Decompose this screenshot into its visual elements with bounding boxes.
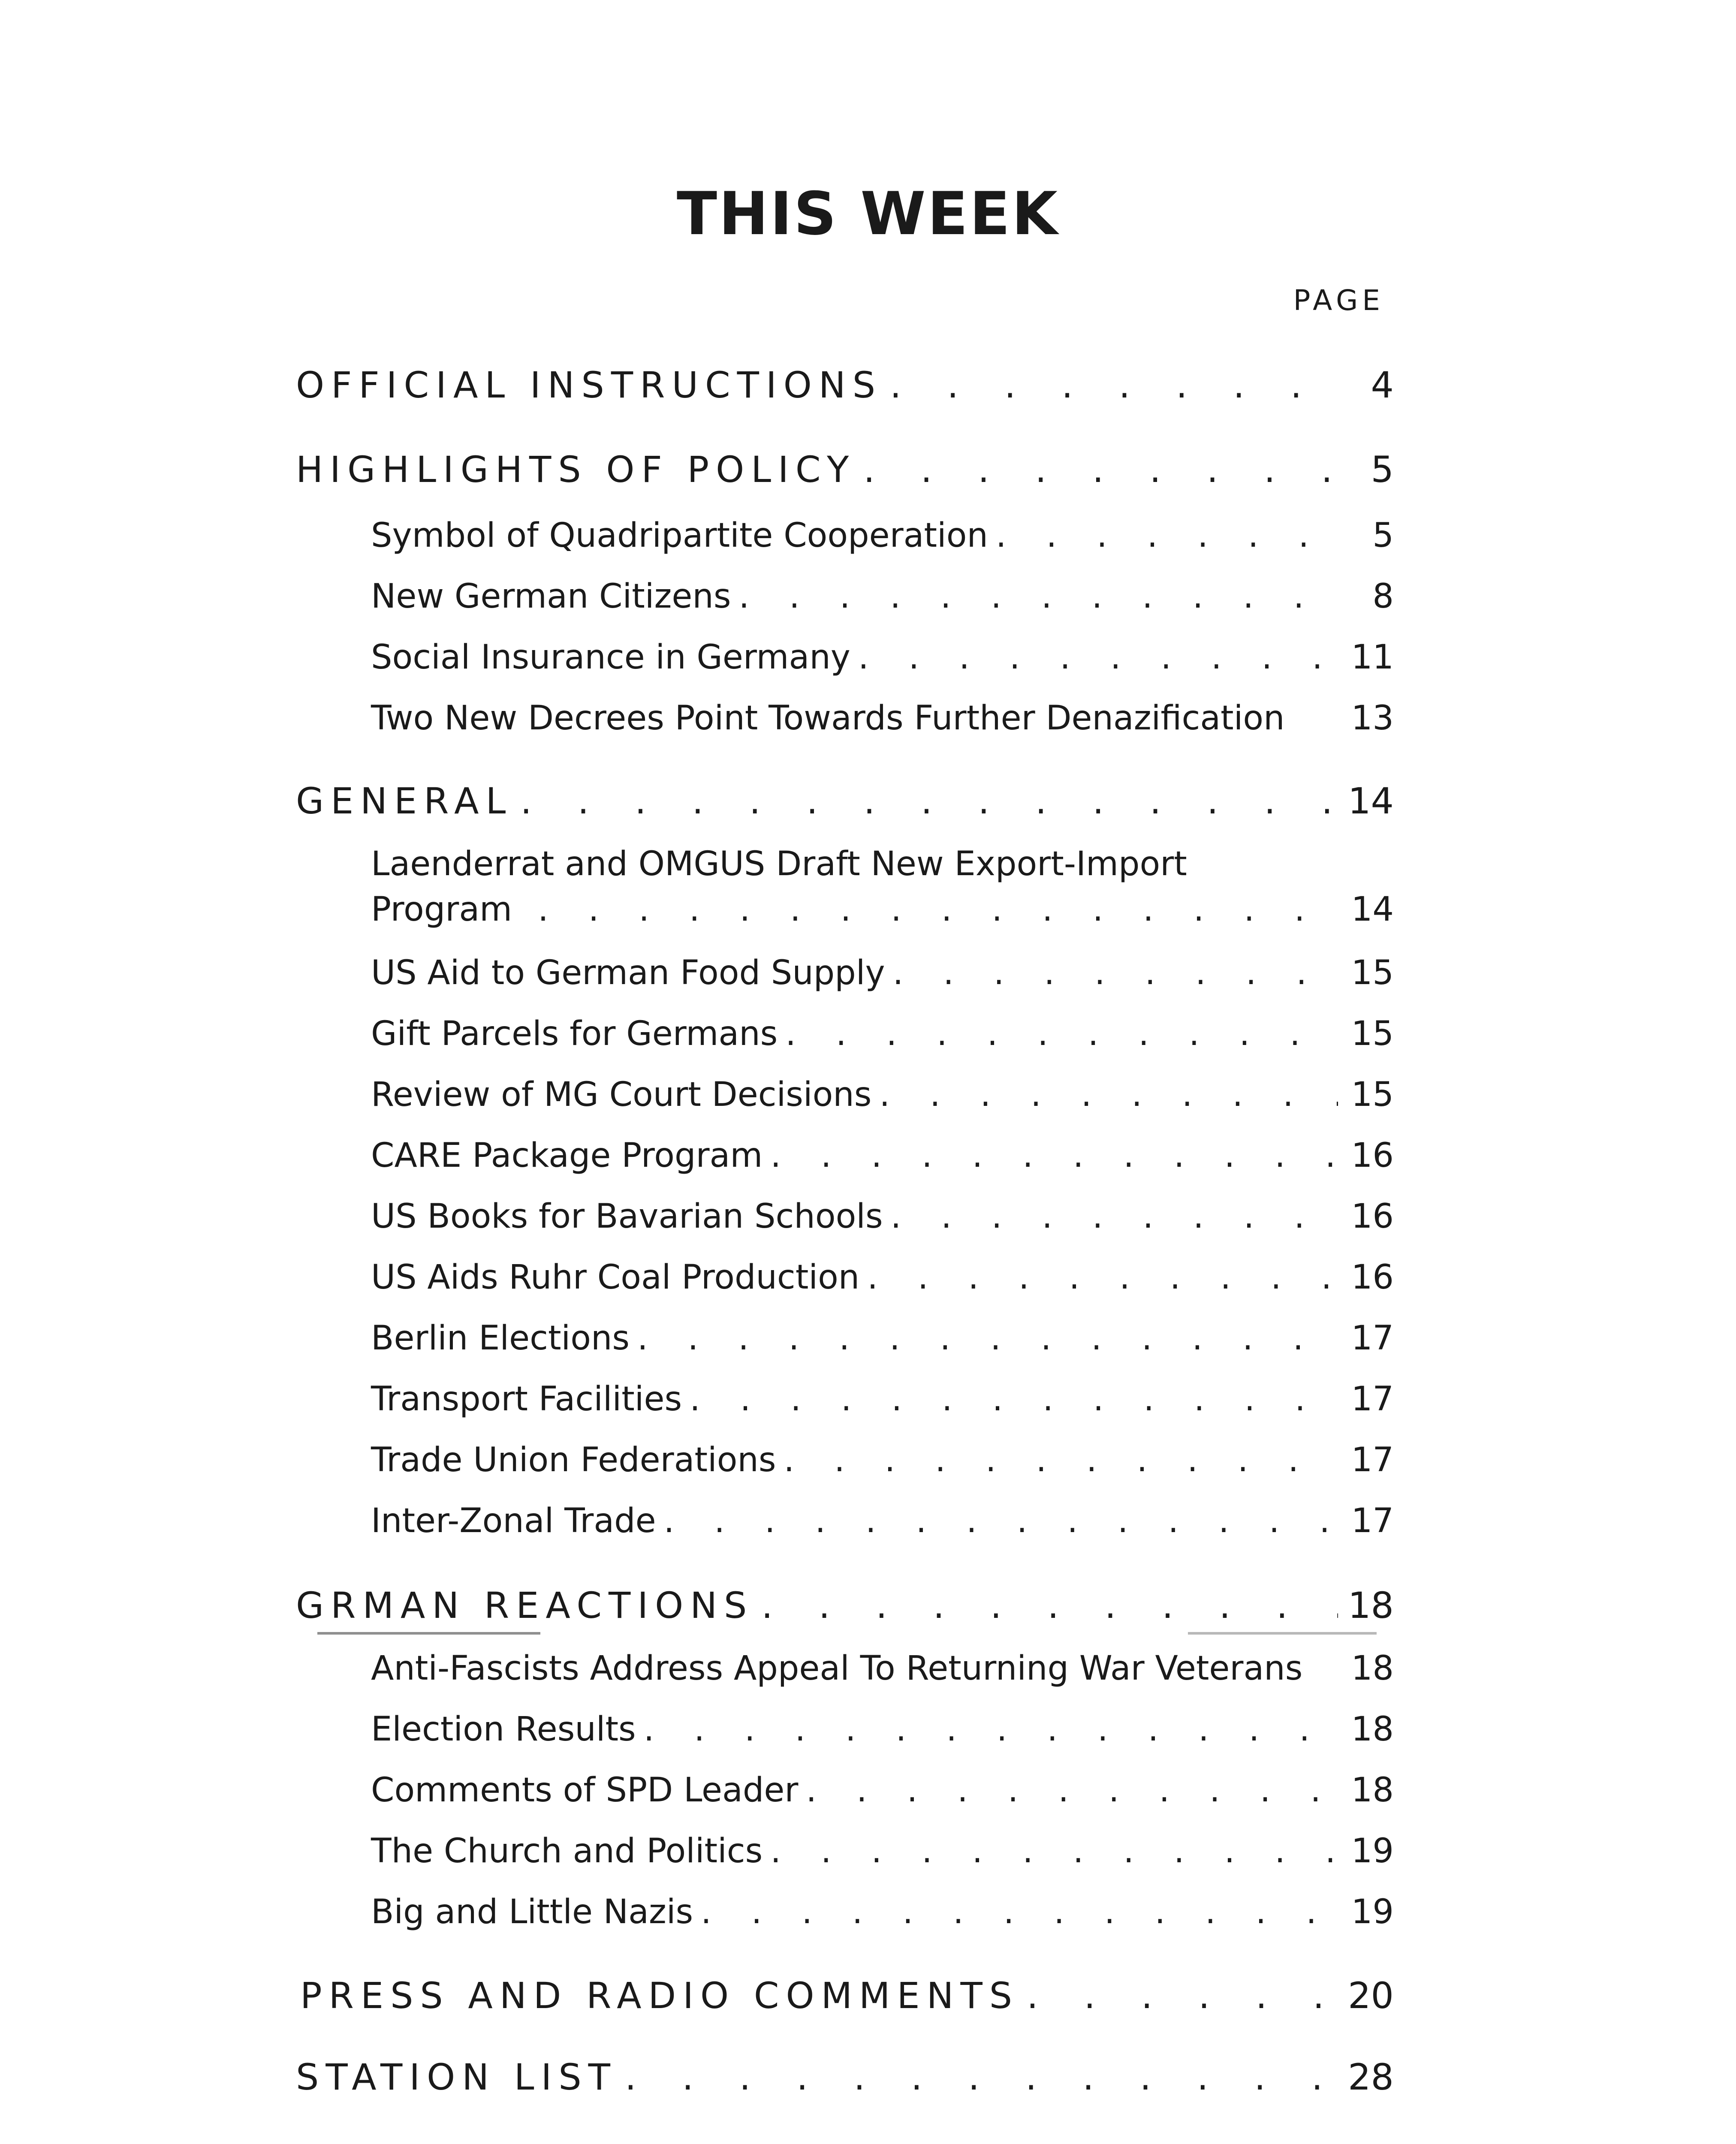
dot-leader <box>693 1895 1338 1929</box>
toc-page-number: 20 <box>1348 1975 1394 2017</box>
toc-page-number: 18 <box>1351 1649 1394 1688</box>
toc-entry[interactable] <box>371 1504 1394 1538</box>
toc-entry[interactable] <box>371 1197 1394 1236</box>
toc-entry[interactable] <box>371 956 1394 990</box>
dot-leader <box>731 580 1338 613</box>
dot-leader <box>636 1713 1338 1746</box>
toc-page-number: 17 <box>1351 1319 1394 1358</box>
toc-section-official-instructions[interactable] <box>296 364 1394 406</box>
toc-page-number: 16 <box>1351 1197 1394 1236</box>
dot-leader <box>859 1261 1338 1294</box>
toc-page-number: 18 <box>1351 1771 1394 1810</box>
dot-leader <box>798 1774 1338 1807</box>
toc-entry-title: Laenderrat and OMGUS Draft New Export-Import <box>371 845 1187 883</box>
dot-leader <box>850 641 1338 674</box>
dot-leader <box>617 2059 1338 2095</box>
toc-entry[interactable] <box>371 1649 1394 1688</box>
toc-section-title: OFFICIAL INSTRUCTIONS <box>296 364 883 406</box>
toc-page-number: 4 <box>1371 364 1394 406</box>
toc-entry-title: US Aids Ruhr Coal Production <box>371 1258 860 1297</box>
toc-entry-title-continued: Program <box>371 890 512 929</box>
toc-page-number: 5 <box>1371 449 1394 491</box>
toc-entry-title: Review of MG Court Decisions <box>371 1075 872 1114</box>
toc-entry-title: Comments of SPD Leader <box>371 1771 799 1810</box>
toc-page-number: 16 <box>1351 1136 1394 1175</box>
toc-page-number: 13 <box>1351 699 1394 738</box>
toc-section-title: GRMAN REACTIONS <box>296 1584 754 1626</box>
toc-entry-title: Election Results <box>371 1710 636 1749</box>
toc-page-number: 8 <box>1372 577 1394 616</box>
toc-section-title: STATION LIST <box>296 2056 617 2098</box>
toc-page-number: 14 <box>1348 780 1394 822</box>
toc-page-number: 15 <box>1351 954 1394 992</box>
toc-entry[interactable] <box>371 1382 1394 1416</box>
toc-section-general[interactable] <box>296 780 1394 822</box>
toc-entry[interactable] <box>371 1895 1394 1929</box>
page-title: THIS WEEK <box>676 179 1060 248</box>
toc-entry[interactable] <box>371 1710 1394 1749</box>
toc-entry-title: Anti-Fascists Address Appeal To Returning War Veterans <box>371 1649 1303 1688</box>
toc-entry-title: Transport Facilities <box>371 1380 682 1418</box>
dot-leader <box>512 893 1338 926</box>
toc-section-station-list[interactable] <box>296 2056 1394 2098</box>
dot-leader <box>512 783 1338 819</box>
toc-entry[interactable] <box>371 1258 1394 1297</box>
toc-entry-title: Symbol of Quadripartite Cooperation <box>371 516 988 555</box>
toc-entry[interactable] <box>371 845 1394 929</box>
dot-leader <box>856 452 1338 488</box>
dot-leader <box>871 1078 1338 1111</box>
toc-page-number: 18 <box>1351 1710 1394 1749</box>
toc-page-number: 28 <box>1348 2056 1394 2098</box>
dot-leader <box>656 1504 1338 1538</box>
table-of-contents <box>296 0 1394 2144</box>
dot-leader <box>988 519 1338 552</box>
toc-entry-title: Gift Parcels for Germans <box>371 1015 778 1053</box>
toc-page-number: 11 <box>1351 638 1394 677</box>
toc-page-number: 5 <box>1372 516 1394 555</box>
dot-leader <box>776 1443 1338 1477</box>
page-column-header: PAGE <box>1293 284 1384 317</box>
toc-entry[interactable] <box>371 1834 1394 1868</box>
toc-entry[interactable] <box>371 1017 1394 1051</box>
toc-entry-title: Big and Little Nazis <box>371 1893 693 1931</box>
toc-entry-title: US Aid to German Food Supply <box>371 954 885 992</box>
dot-leader <box>763 1139 1338 1172</box>
toc-page-number: 17 <box>1351 1441 1394 1479</box>
underline-mark <box>317 1632 540 1635</box>
toc-entry[interactable] <box>371 638 1394 677</box>
dot-leader <box>1019 1978 1338 2014</box>
toc-section-german-reactions[interactable] <box>296 1584 1394 1626</box>
toc-entry-title: Two New Decrees Point Towards Further Denazification <box>371 699 1285 738</box>
toc-section-title: PRESS AND RADIO COMMENTS <box>300 1975 1019 2017</box>
toc-page-number: 16 <box>1351 1258 1394 1297</box>
toc-entry[interactable] <box>371 1771 1394 1810</box>
toc-entry[interactable] <box>371 1319 1394 1358</box>
dot-leader <box>885 956 1338 990</box>
dot-leader <box>753 1587 1338 1623</box>
toc-section-title: HIGHLIGHTS OF POLICY <box>296 449 856 491</box>
dot-leader <box>630 1322 1338 1355</box>
toc-page-number: 19 <box>1351 1893 1394 1931</box>
toc-entry[interactable] <box>371 1136 1394 1175</box>
toc-page-number: 17 <box>1351 1502 1394 1540</box>
toc-page-number: 18 <box>1348 1584 1394 1626</box>
dot-leader <box>778 1017 1338 1051</box>
toc-entry[interactable] <box>371 516 1394 555</box>
toc-entry-title: US Books for Bavarian Schools <box>371 1197 883 1236</box>
toc-page-number: 15 <box>1351 1075 1394 1114</box>
toc-entry-title: The Church and Politics <box>371 1832 763 1870</box>
dot-leader <box>883 1200 1338 1233</box>
toc-entry-title: Trade Union Federations <box>371 1441 776 1479</box>
toc-entry[interactable] <box>371 699 1394 738</box>
toc-section-title: GENERAL <box>296 780 513 822</box>
toc-page-number: 19 <box>1351 1832 1394 1870</box>
toc-page-number: 14 <box>1351 890 1394 929</box>
toc-section-highlights-of-policy[interactable] <box>296 449 1394 491</box>
toc-entry-title: Social Insurance in Germany <box>371 638 850 677</box>
toc-entry[interactable] <box>371 1443 1394 1477</box>
toc-entry-title: New German Citizens <box>371 577 731 616</box>
underline-mark <box>1188 1632 1377 1635</box>
toc-page-number: 17 <box>1351 1380 1394 1418</box>
toc-entry-title: CARE Package Program <box>371 1136 763 1175</box>
toc-entry-title: Berlin Elections <box>371 1319 630 1358</box>
toc-entry-title: Inter-Zonal Trade <box>371 1502 656 1540</box>
dot-leader <box>763 1834 1338 1868</box>
toc-entry[interactable] <box>371 577 1394 616</box>
dot-leader <box>882 367 1338 403</box>
toc-entry[interactable] <box>371 1075 1394 1114</box>
toc-section-press-and-radio-comments[interactable] <box>300 1975 1394 2017</box>
dot-leader <box>682 1382 1338 1416</box>
toc-page-number: 15 <box>1351 1015 1394 1053</box>
